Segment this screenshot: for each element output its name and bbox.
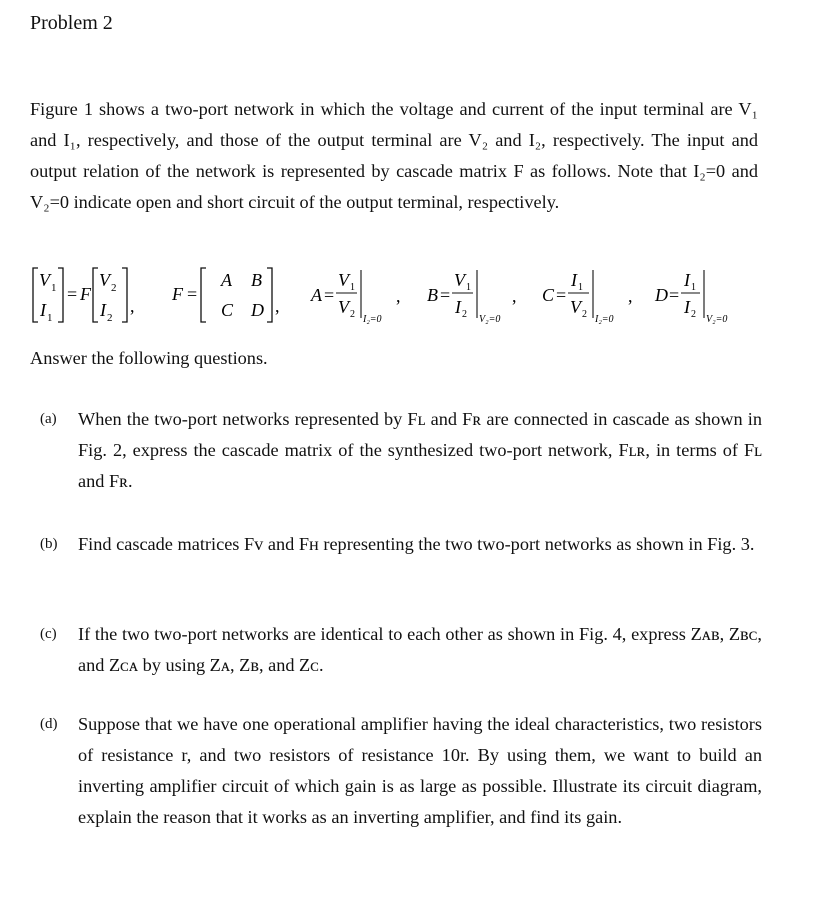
svg-text:V₂=0: V₂=0 — [706, 314, 728, 325]
problem-title: Problem 2 — [30, 12, 113, 34]
svg-text:A: A — [221, 270, 232, 290]
question-a — [40, 404, 762, 497]
vector-v2-i2 — [93, 268, 127, 324]
svg-text:1: 1 — [350, 282, 355, 293]
definition-a — [310, 270, 401, 325]
matrix-f-definition — [171, 268, 280, 322]
question-c — [40, 619, 762, 681]
svg-text:2: 2 — [111, 282, 117, 294]
svg-text:1: 1 — [578, 282, 583, 293]
svg-text:A: A — [311, 285, 322, 305]
svg-text:D: D — [251, 300, 264, 320]
equation-svg — [30, 262, 790, 332]
svg-text:D: D — [655, 285, 668, 305]
svg-text:=: = — [556, 285, 567, 305]
svg-text:V: V — [454, 270, 465, 290]
svg-text:=: = — [669, 285, 680, 305]
svg-text:C: C — [542, 285, 555, 305]
question-d — [40, 709, 762, 833]
matrix-f-label: F — [80, 284, 91, 304]
svg-text:I₂=0: I₂=0 — [363, 314, 382, 325]
svg-text:2: 2 — [691, 309, 696, 320]
svg-text:1: 1 — [691, 282, 696, 293]
svg-text:,: , — [130, 296, 135, 316]
question-d-label: (d) — [40, 716, 58, 732]
answer-prompt: Answer the following questions. — [30, 348, 268, 368]
svg-text:I: I — [571, 270, 577, 290]
svg-text:V₂=0: V₂=0 — [479, 314, 501, 325]
definition-d — [654, 270, 727, 325]
vector-v1-i1 — [33, 268, 63, 324]
question-b-label: (b) — [40, 536, 58, 552]
svg-text:I: I — [684, 297, 690, 317]
equals-sign: = — [67, 284, 78, 304]
svg-text:1: 1 — [51, 282, 57, 294]
svg-text:I: I — [40, 300, 46, 320]
svg-text:2: 2 — [582, 309, 587, 320]
question-a-text: When the two-port networks represented by Fʟ and Fʀ are connected in cascade as shown in Fig. 2, express the cascade matrix of the synthesized two-port network, Fʟʀ, in terms of Fʟ and Fʀ. — [78, 409, 762, 491]
svg-text:,: , — [396, 286, 401, 306]
definition-b — [427, 270, 517, 325]
svg-text:V: V — [99, 270, 110, 290]
equation-row — [30, 262, 790, 332]
svg-text:=: = — [324, 285, 335, 305]
question-c-label: (c) — [40, 626, 57, 642]
question-b — [40, 529, 762, 560]
svg-text:2: 2 — [350, 309, 355, 320]
svg-text:B: B — [427, 285, 438, 305]
svg-text:,: , — [512, 286, 517, 306]
svg-text:2: 2 — [462, 309, 467, 320]
svg-text:V: V — [39, 270, 50, 290]
definition-c — [542, 270, 633, 325]
question-a-label: (a) — [40, 411, 57, 427]
svg-text:,: , — [275, 296, 280, 316]
svg-text:I: I — [455, 297, 461, 317]
svg-text:1: 1 — [466, 282, 471, 293]
question-d-text: Suppose that we have one operational amplifier having the ideal characteristics, two resistors of resistance r, and two resistors of resistance 10r. By using them, we want to build an inverting amplifier circuit of which gain is as large as possible. Illustrate its circuit diagram, explain the reason that it works as an inverting amplifier, and find its gain. — [78, 714, 762, 827]
svg-text:F: F — [172, 284, 183, 304]
svg-text:V: V — [338, 270, 349, 290]
question-b-text: Find cascade matrices Fv and Fʜ representing the two two-port networks as shown in Fig. 3. — [78, 534, 755, 554]
svg-text:V: V — [338, 297, 349, 317]
svg-text:B: B — [251, 270, 262, 290]
svg-text:=: = — [187, 284, 198, 304]
svg-text:I₂=0: I₂=0 — [595, 314, 614, 325]
svg-text:1: 1 — [47, 312, 53, 324]
intro-paragraph: Figure 1 shows a two-port network in which the voltage and current of the input terminal are V₁ and I₁, respectively, and those of the output terminal are V₂ and I₂, respectively. The input and output relation of the network is represented by cascade matrix F as follows. Note that I₂=0 and V₂=0 indicate open and short circuit of the output terminal, respectively. — [30, 99, 758, 212]
svg-text:2: 2 — [107, 312, 113, 324]
svg-text:=: = — [440, 285, 451, 305]
svg-text:I: I — [684, 270, 690, 290]
question-c-text: If the two two-port networks are identical to each other as shown in Fig. 4, express Zᴀʙ, Zʙᴄ, and Zᴄᴀ by using Zᴀ, Zʙ, and Zᴄ. — [78, 624, 762, 675]
svg-text:V: V — [570, 297, 581, 317]
svg-text:C: C — [221, 300, 234, 320]
svg-text:I: I — [100, 300, 106, 320]
svg-text:,: , — [628, 286, 633, 306]
